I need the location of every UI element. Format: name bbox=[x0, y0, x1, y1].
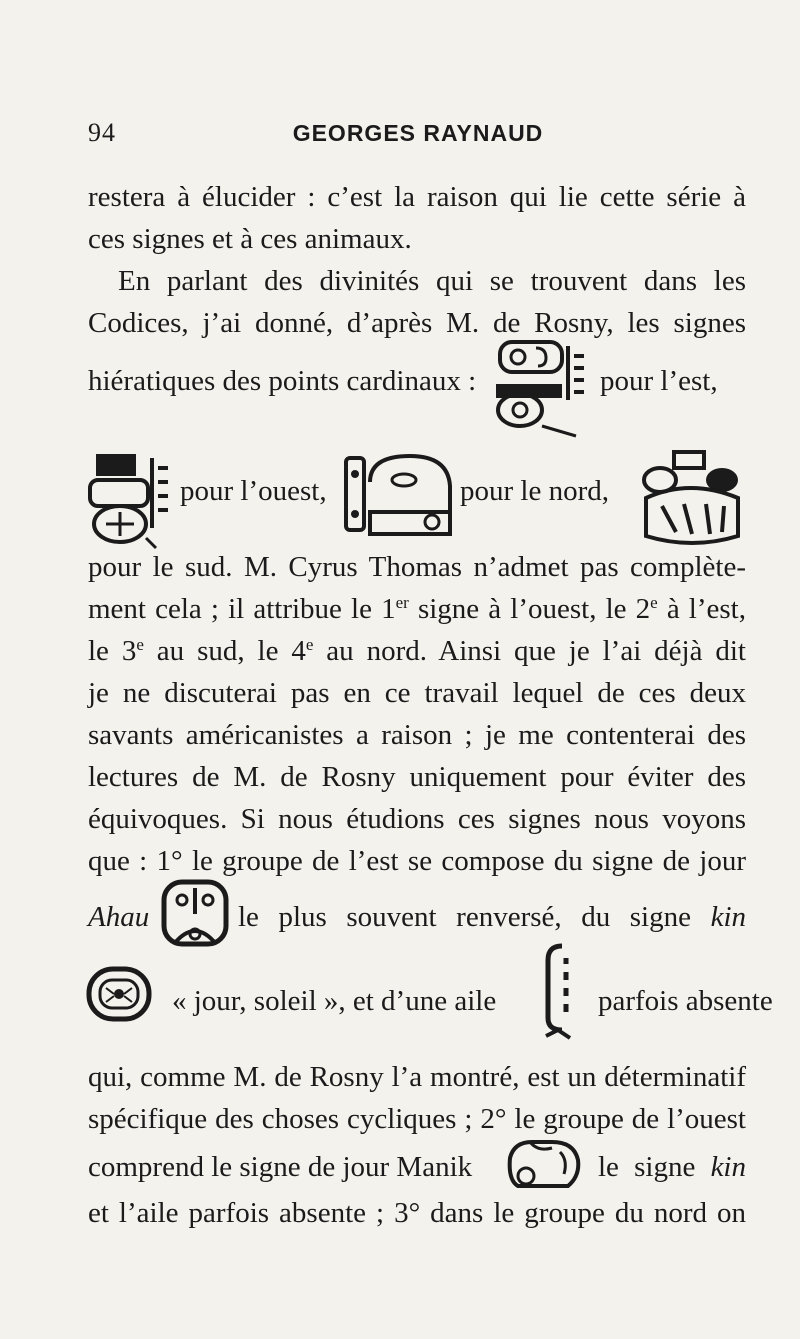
text-line: et l’aile parfois absente ; 3° dans le groupe du nord on bbox=[88, 1197, 746, 1229]
text-line: pour le sud. M. Cyrus Thomas n’admet pas complète- bbox=[88, 551, 746, 583]
running-header bbox=[88, 118, 748, 158]
text-line: lectures de M. de Rosny uniquement pour éviter des bbox=[88, 761, 746, 793]
text-line: hiératiques des points cardinaux : bbox=[88, 365, 477, 397]
text-line: ment cela ; il attribue le 1er signe à l’ouest, le 2e à l’est, bbox=[88, 593, 746, 625]
text-line: je ne discuterai pas en ce travail lequel de ces deux bbox=[88, 677, 746, 709]
text-line: ces signes et à ces animaux. bbox=[88, 223, 412, 255]
text-line: parfois absente bbox=[598, 985, 773, 1017]
text-line: En parlant des divinités qui se trouvent dans les bbox=[118, 265, 746, 297]
west-glyph-icon bbox=[86, 450, 172, 550]
text-line: pour l’est, bbox=[600, 365, 718, 397]
east-glyph-icon bbox=[478, 338, 590, 438]
text-line: le 3e au sud, le 4e au nord. Ainsi que je l’ai déjà dit bbox=[88, 635, 746, 667]
text-line: le plus souvent renversé, du signe kin bbox=[238, 901, 747, 933]
text-line: spécifique des choses cycliques ; 2° le groupe de l’ouest bbox=[88, 1103, 746, 1135]
text-line: comprend le signe de jour Manik bbox=[88, 1151, 473, 1183]
running-title: GEORGES RAYNAUD bbox=[292, 120, 544, 146]
page-number: 94 bbox=[88, 118, 116, 147]
text-line: qui, comme M. de Rosny l’a montré, est un déterminatif bbox=[88, 1061, 746, 1093]
manik-glyph-icon bbox=[504, 1138, 582, 1194]
south-glyph-icon bbox=[636, 448, 746, 548]
text-line: Codices, j’ai donné, d’après M. de Rosny, les signes bbox=[88, 307, 746, 339]
text-line: que : 1° le groupe de l’est se compose du signe de jour bbox=[88, 845, 746, 877]
text-line: le signe kin bbox=[598, 1151, 746, 1183]
north-glyph-icon bbox=[342, 452, 454, 538]
text-line: pour l’ouest, bbox=[180, 475, 327, 507]
text-line: restera à élucider : c’est la raison qui lie cette série à bbox=[88, 181, 746, 213]
text-line: équivoques. Si nous étudions ces signes nous voyons bbox=[88, 803, 746, 835]
text-line: pour le nord, bbox=[460, 475, 609, 507]
kin-glyph-icon bbox=[86, 966, 152, 1024]
text-line: Ahau bbox=[88, 901, 150, 933]
text-line: savants américanistes a raison ; je me contenterai des bbox=[88, 719, 746, 751]
wing-glyph-icon bbox=[536, 942, 582, 1042]
text-line: « jour, soleil », et d’une aile bbox=[172, 985, 497, 1017]
ahau-glyph-icon bbox=[160, 878, 230, 956]
